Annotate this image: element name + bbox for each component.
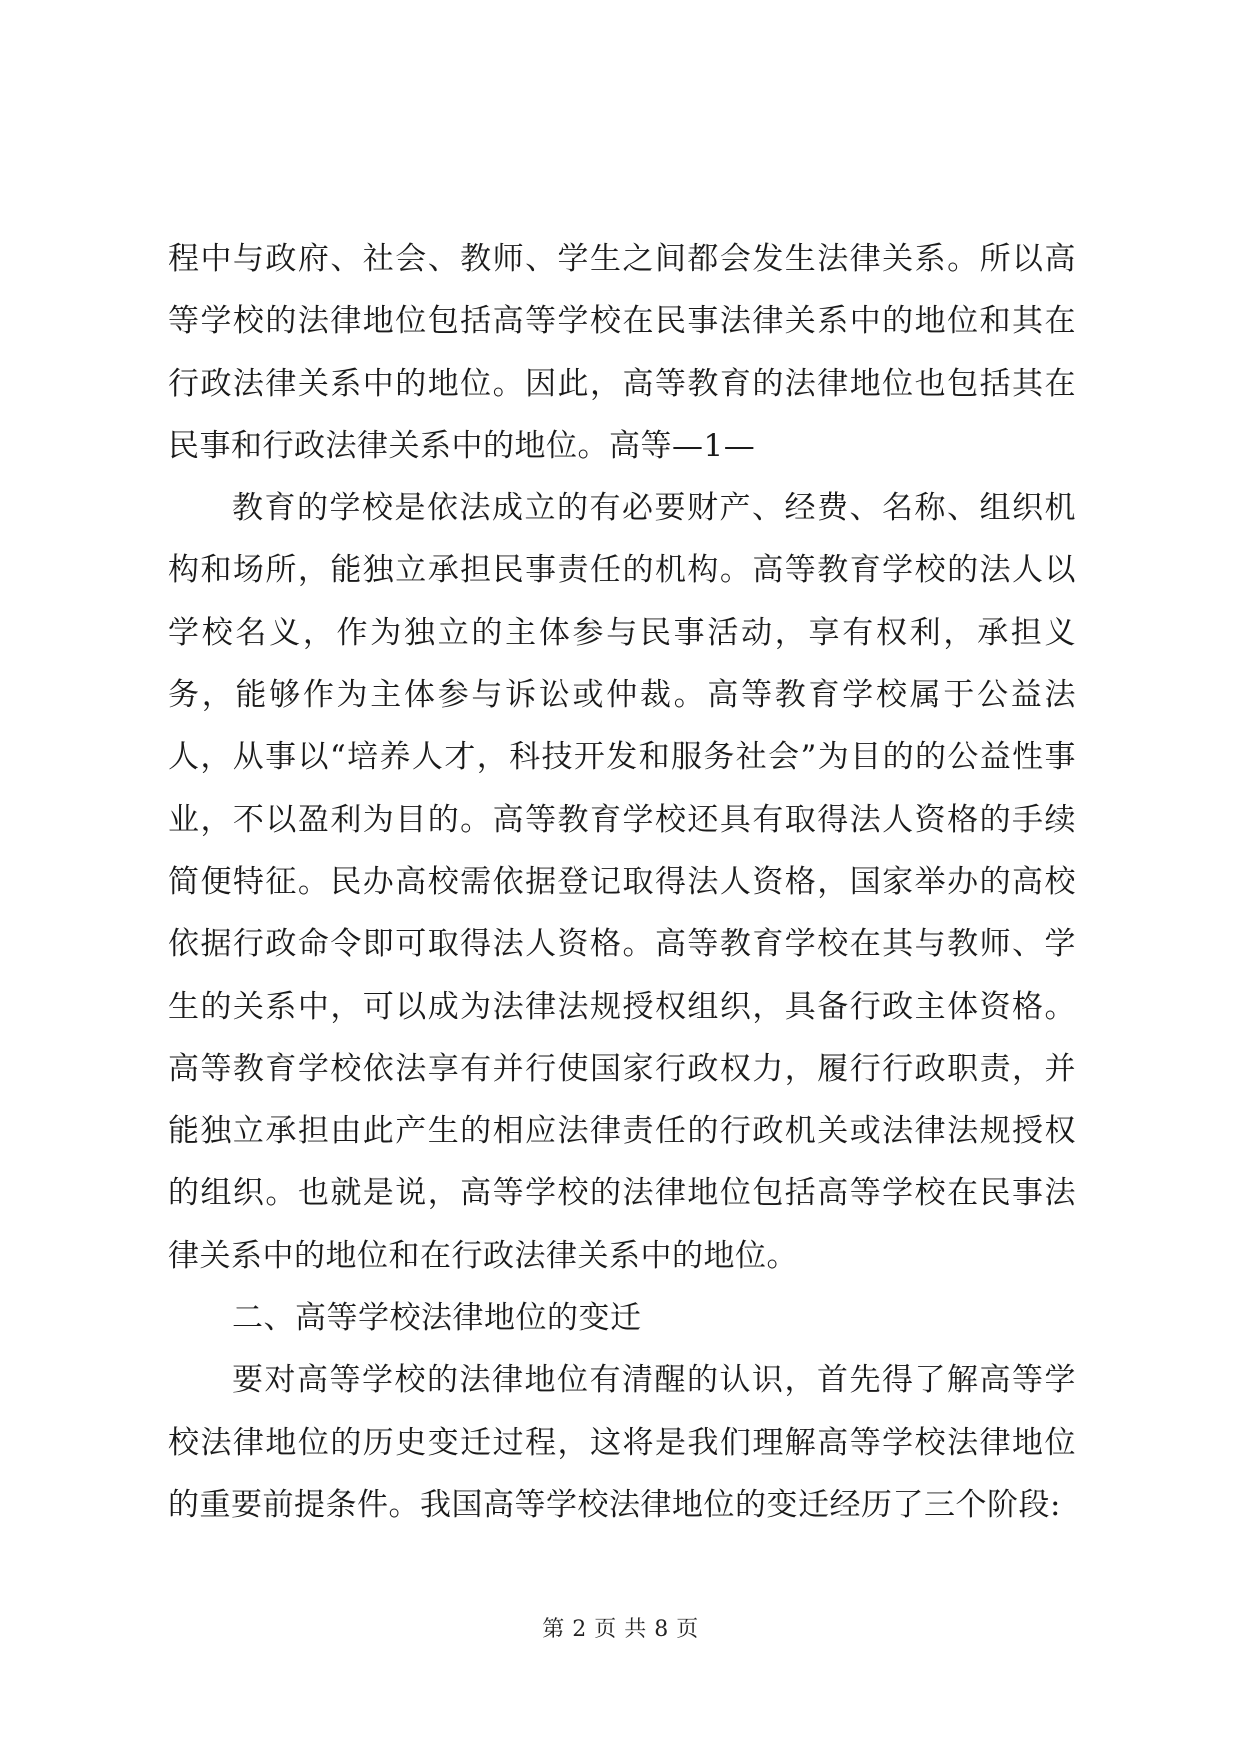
body-text	[168, 228, 1076, 1536]
page-footer: 第 2 页 共 8 页	[542, 1617, 699, 1642]
paragraph-history: 要对高等学校的法律地位有清醒的认识，首先得了解高等学校法律地位的历史变迁过程，这将是我们理解高等学校法律地位的重要前提条件。我国高等学校法律地位的变迁经历了三个阶段:	[168, 1362, 1076, 1523]
paragraph-continuation: 程中与政府、社会、教师、学生之间都会发生法律关系。所以高等学校的法律地位包括高等学校在民事法律关系中的地位和其在行政法律关系中的地位。因此，高等教育的法律地位也包括其在民事和行政法律关系中的地位。高等—1—	[168, 241, 1076, 464]
section-heading: 二、高等学校法律地位的变迁	[232, 1300, 642, 1337]
paragraph-school-legal-person: 教育的学校是依法成立的有必要财产、经费、名称、组织机构和场所，能独立承担民事责任的机构。高等教育学校的法人以学校名义，作为独立的主体参与民事活动，享有权利，承担义务，能够作为主体参与诉讼或仲裁。高等教育学校属于公益法人，从事以“培养人才，科技开发和服务社会”为目的的公益性事业，不以盈利为目的。高等教育学校还具有取得法人资格的手续简便特征。民办高校需依据登记取得法人资格，国家举办的高校依据行政命令即可取得法人资格。高等教育学校在其与教师、学生的关系中，可以成为法律法规授权组织，具备行政主体资格。高等教育学校依法享有并行使国家行政权力，履行行政职责，并能独立承担由此产生的相应法律责任的行政机关或法律法规授权的组织。也就是说，高等学校的法律地位包括高等学校在民事法律关系中的地位和在行政法律关系中的地位。	[168, 490, 1076, 1274]
